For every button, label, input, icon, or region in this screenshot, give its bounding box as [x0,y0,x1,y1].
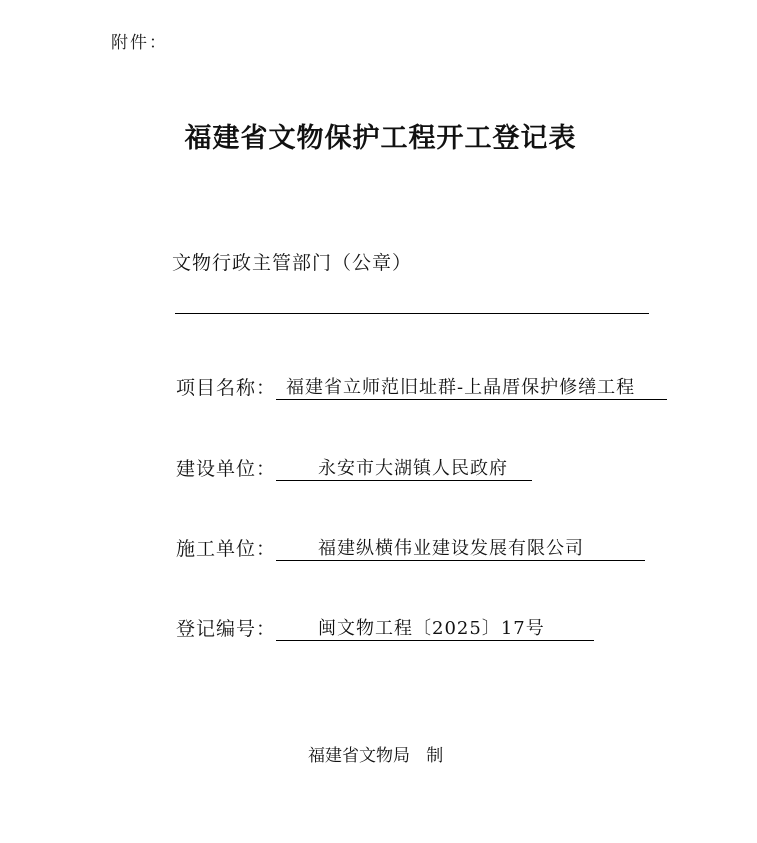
registration-number-row [176,613,594,641]
builder-row [176,453,532,481]
document-title: 福建省文物保护工程开工登记表 [184,123,577,154]
project-name-row [176,372,667,400]
builder-value: 永安市大湖镇人民政府 [276,457,532,481]
authority-seal-label: 文物行政主管部门（公章） [172,252,413,274]
issuer-signature: 福建省文物局 制 [308,746,444,766]
builder-label: 建设单位： [176,458,277,480]
constructor-row [176,533,645,561]
attachment-label: 附件： [111,33,168,53]
seal-signature-line [175,313,649,314]
project-name-value: 福建省立师范旧址群-上晶厝保护修缮工程 [276,376,667,400]
constructor-value: 福建纵横伟业建设发展有限公司 [276,537,645,561]
constructor-label: 施工单位： [176,538,277,560]
registration-number-label: 登记编号： [176,618,277,640]
project-name-label: 项目名称： [176,377,277,399]
registration-number-value: 闽文物工程〔2025〕17号 [276,617,594,641]
